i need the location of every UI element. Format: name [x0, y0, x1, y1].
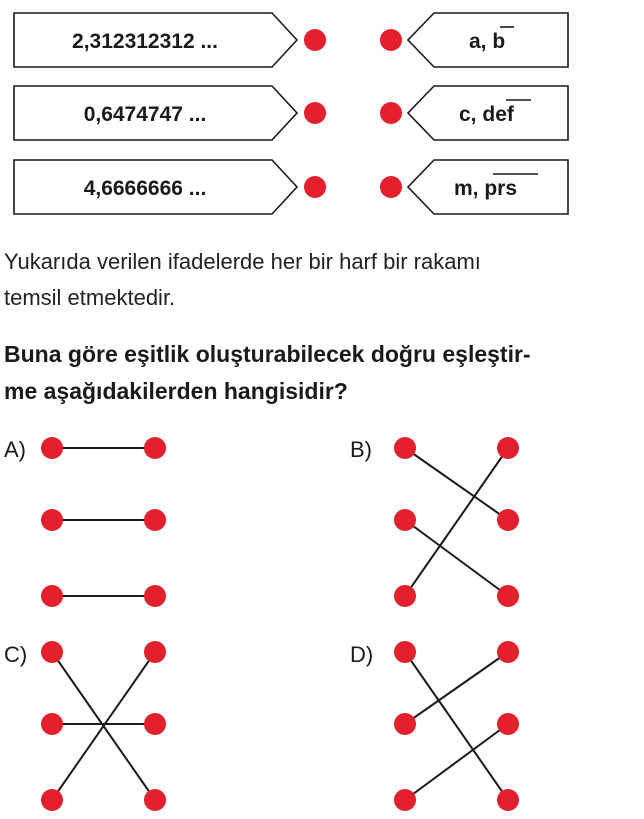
option-c-diagram: [41, 641, 166, 811]
expression-prefix: m,: [454, 177, 485, 200]
options-diagrams: [41, 437, 519, 811]
number-box-1: [14, 13, 297, 67]
expression-text: [469, 30, 505, 53]
option-d-label: D): [350, 642, 374, 667]
question-line-1: Buna göre eşitlik oluşturabilecek doğru eşleştir-: [4, 341, 531, 367]
expression-overline-part: b: [492, 30, 506, 53]
paragraph-line-2: temsil etmektedir.: [4, 285, 176, 310]
paragraph-line-1: Yukarıda verilen ifadelerde her bir harf bir rakamı: [4, 249, 481, 274]
left-dot: [41, 437, 63, 459]
right-dot: [144, 789, 166, 811]
number-text: 2,312312312 ...: [72, 30, 218, 53]
number-text: 0,6474747 ...: [83, 103, 207, 126]
option-c-label: C): [4, 642, 28, 667]
right-dot: [497, 713, 519, 735]
right-dot: [144, 509, 166, 531]
option-b-label: B): [350, 437, 372, 462]
left-dot: [41, 585, 63, 607]
number-dot: [304, 29, 326, 51]
right-dot: [144, 585, 166, 607]
number-box-2: [14, 86, 297, 140]
connection-line: [405, 652, 508, 800]
expression-box-3: [408, 160, 568, 214]
connection-line: [405, 448, 508, 520]
expression-dot: [380, 102, 402, 124]
right-dot: [497, 585, 519, 607]
connection-line: [405, 520, 508, 596]
option-a-label: A): [4, 437, 26, 462]
right-dot: [497, 789, 519, 811]
right-dot: [497, 437, 519, 459]
connection-line: [405, 724, 508, 800]
option-a-diagram: [41, 437, 166, 607]
left-dot: [394, 585, 416, 607]
number-box-3: [14, 160, 297, 214]
connection-line: [405, 652, 508, 724]
expression-text: [459, 103, 515, 126]
expression-dot: [380, 176, 402, 198]
right-dot: [144, 713, 166, 735]
expression-text: [454, 177, 517, 200]
left-dot: [41, 641, 63, 663]
left-dot: [41, 789, 63, 811]
left-dot: [394, 713, 416, 735]
expression-prefix: c, d: [459, 103, 496, 126]
right-dot: [144, 641, 166, 663]
right-dot: [497, 509, 519, 531]
expression-overline-part: ef: [495, 103, 514, 126]
expression-box-2: [408, 86, 568, 140]
number-text: 4,6666666 ...: [83, 177, 207, 200]
expression-overline-part: prs: [484, 177, 518, 200]
right-dot: [497, 641, 519, 663]
left-dot: [41, 713, 63, 735]
question-line-2: me aşağıdakilerden hangisidir?: [4, 378, 348, 404]
left-dot: [394, 789, 416, 811]
expression-prefix: a,: [469, 30, 493, 53]
connection-line: [405, 448, 508, 596]
number-dot: [304, 102, 326, 124]
left-dot: [394, 509, 416, 531]
left-dot: [41, 509, 63, 531]
expression-box-1: [408, 13, 568, 67]
left-dot: [394, 437, 416, 459]
number-dot: [304, 176, 326, 198]
option-b-diagram: [394, 437, 519, 607]
right-dot: [144, 437, 166, 459]
option-d-diagram: [394, 641, 519, 811]
left-dot: [394, 641, 416, 663]
expression-dot: [380, 29, 402, 51]
